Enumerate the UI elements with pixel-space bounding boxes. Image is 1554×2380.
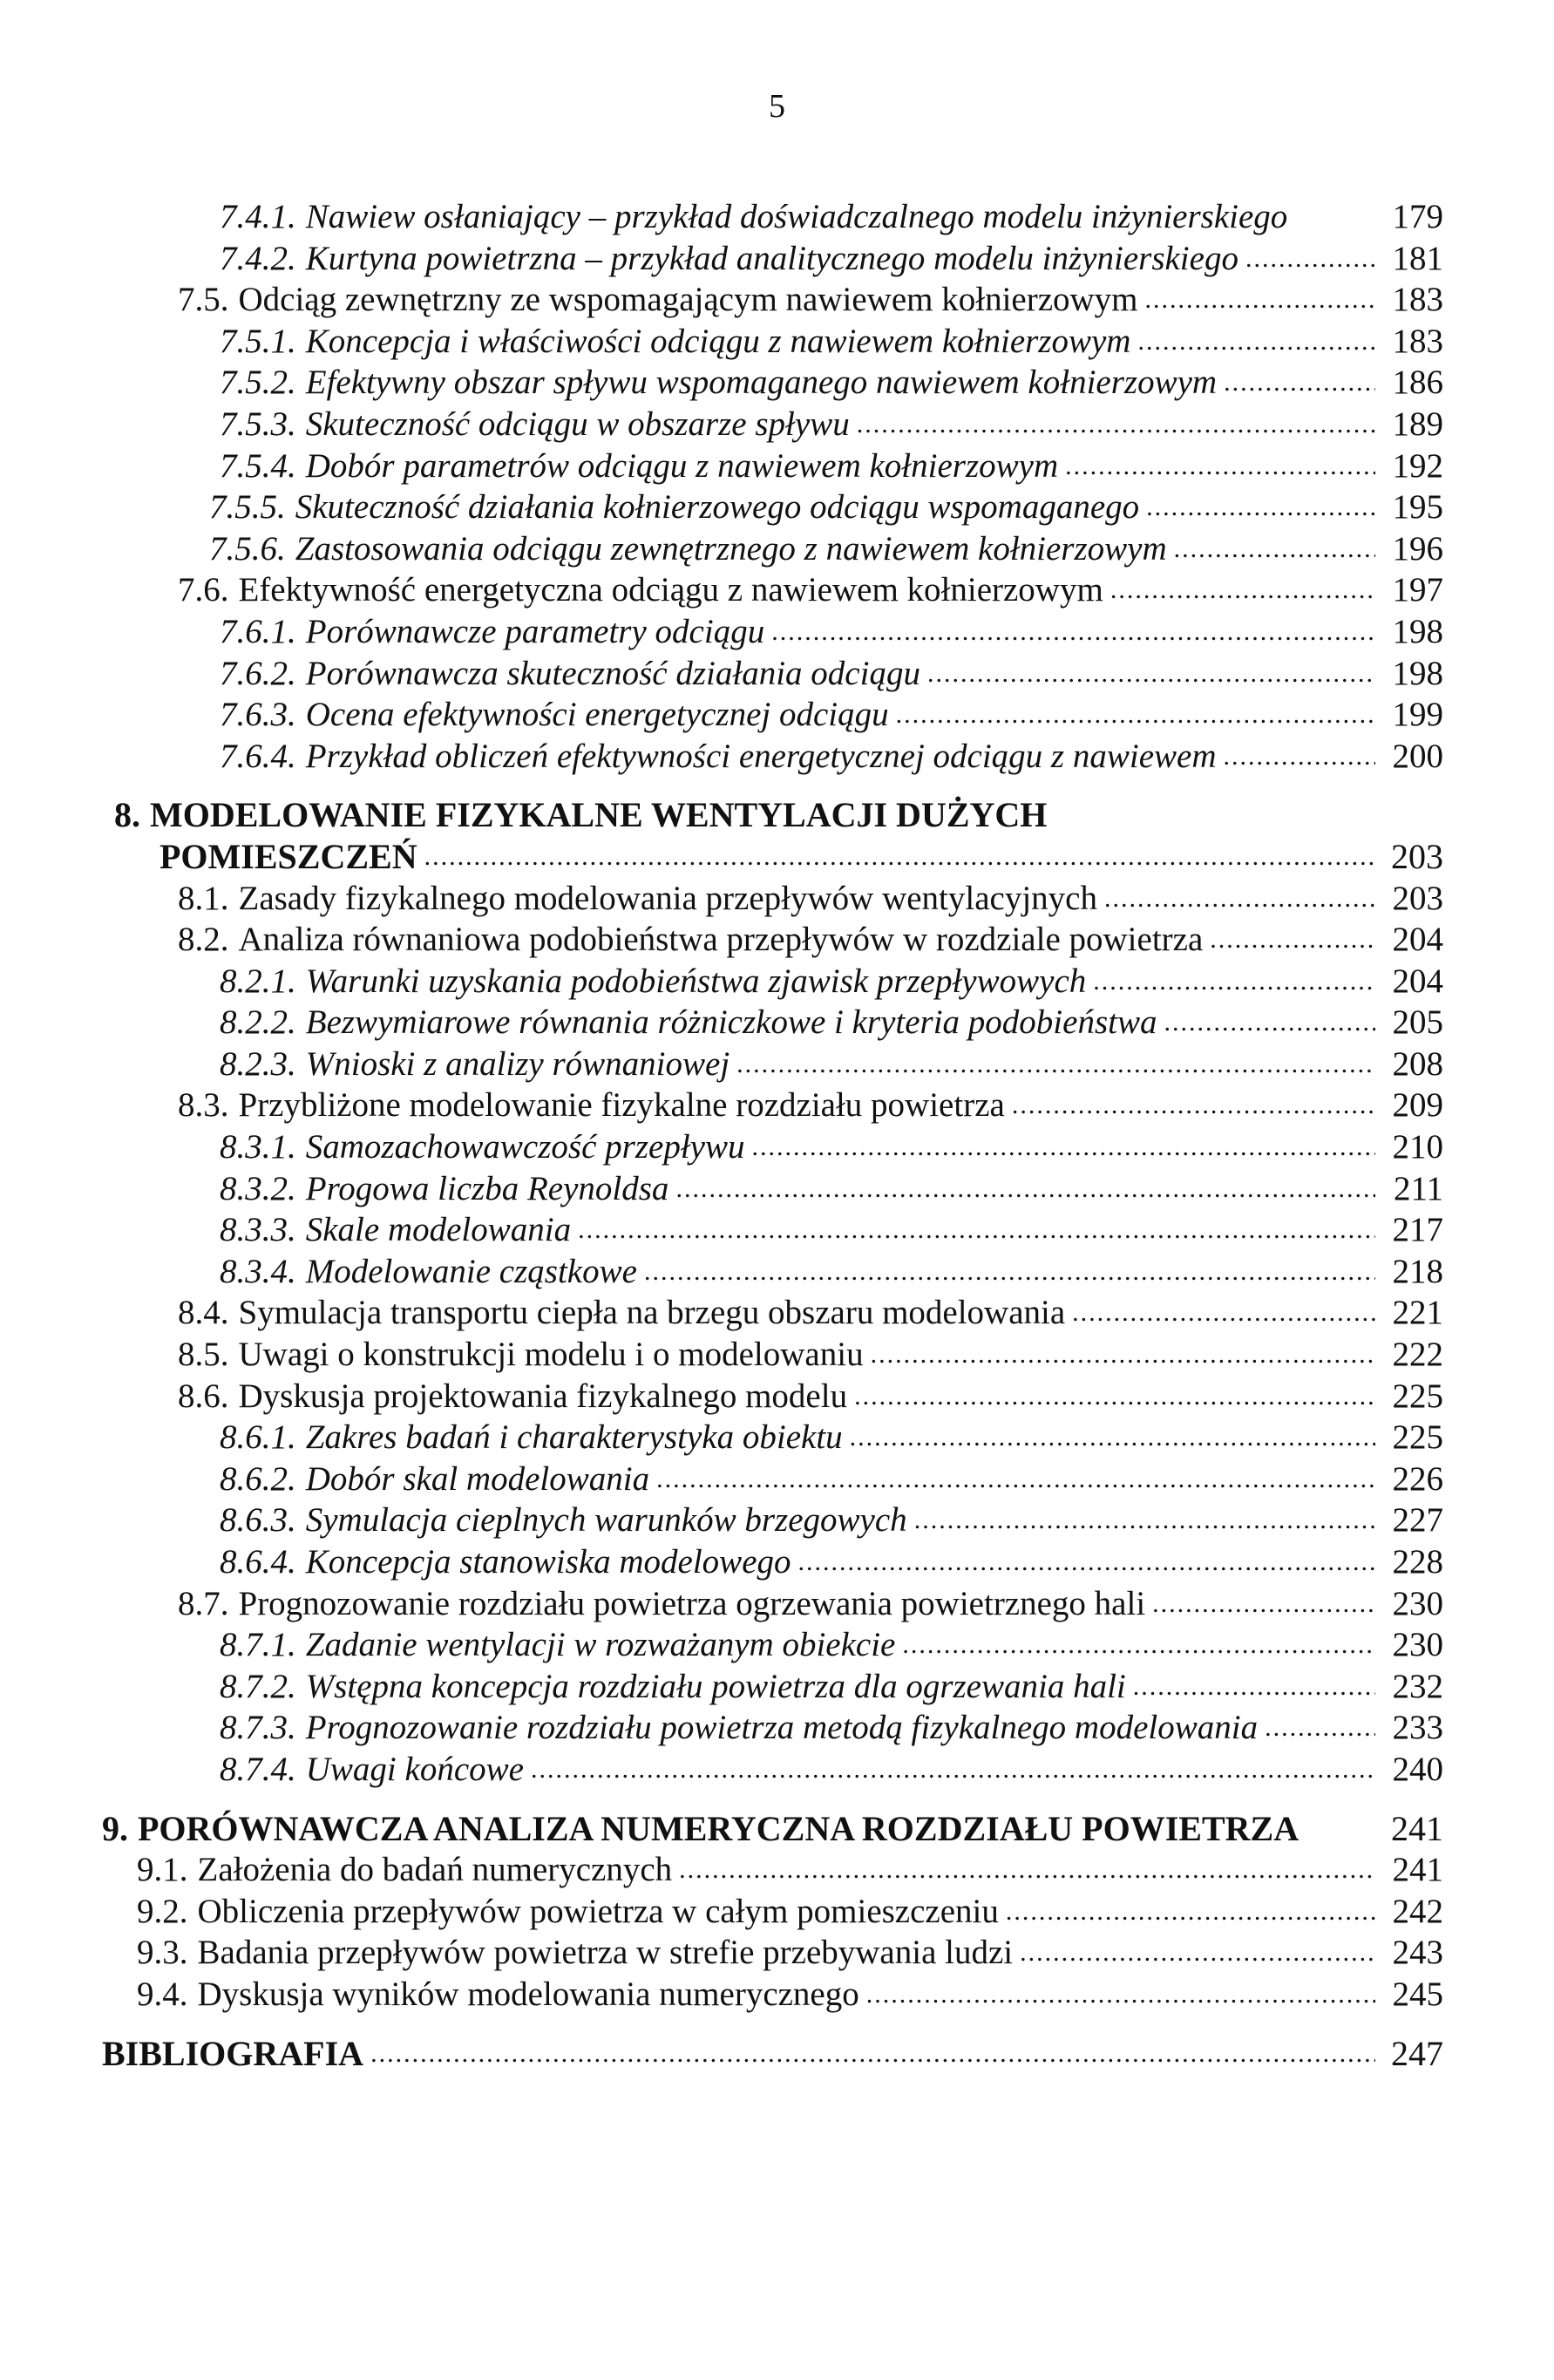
- entry-number: 7.4.2.: [220, 239, 296, 277]
- dot-leader: [675, 1168, 1375, 1210]
- toc-entry: [0, 919, 1443, 961]
- entry-title: Prognozowanie rozdziału powietrza metodą fizykalnego modelowania: [305, 1709, 1259, 1747]
- entry-label: [102, 2033, 363, 2075]
- entry-title: Zadanie wentylacji w rozważanym obiekcie: [305, 1626, 896, 1664]
- entry-label: [178, 919, 1203, 961]
- entry-label: [137, 1974, 859, 2016]
- entry-label: [220, 445, 1058, 487]
- entry-title: BIBLIOGRAFIA: [102, 2033, 364, 2073]
- entry-page: 204: [1392, 962, 1443, 1000]
- dot-leader: [751, 1126, 1375, 1168]
- toc-entry: [0, 1209, 1443, 1251]
- entry-title: Symulacja transportu ciepła na brzegu obszaru modelowania: [238, 1294, 1066, 1332]
- entry-title: Zastosowania odciągu zewnętrznego z nawiewem kołnierzowym: [295, 529, 1167, 568]
- entry-number: 7.4.1.: [220, 198, 296, 235]
- dot-leader: [1224, 362, 1375, 404]
- dot-leader: [1065, 445, 1375, 487]
- toc-entry: [0, 736, 1443, 778]
- entry-title: Odciąg zewnętrzny ze wspomagającym nawiewem kołnierzowym: [238, 281, 1138, 319]
- toc-entry: [0, 445, 1443, 487]
- toc-entry: [0, 1749, 1443, 1791]
- entry-title: Kurtyna powietrzna – przykład analitycznego modelu inżynierskiego: [305, 239, 1238, 277]
- toc-entry: [0, 1541, 1443, 1583]
- entry-number: 8.2.1.: [220, 962, 296, 1000]
- dot-leader: [1164, 1002, 1375, 1044]
- dot-leader: [424, 836, 1375, 878]
- entry-title: Uwagi o konstrukcji modelu i o modelowaniu: [238, 1336, 864, 1374]
- entry-number: 7.5.6.: [209, 529, 286, 568]
- toc-entry: [0, 1707, 1443, 1749]
- entry-title: PORÓWNAWCZA ANALIZA NUMERYCZNA ROZDZIAŁU POWIETRZA: [138, 1808, 1300, 1848]
- toc-entry: [0, 878, 1443, 920]
- dot-leader: [927, 653, 1375, 695]
- entry-title: Wnioski z analizy równaniowej: [305, 1044, 730, 1083]
- dot-leader: [771, 611, 1375, 653]
- entry-page: 208: [1392, 1044, 1443, 1083]
- entry-title: Nawiew osłaniający – przykład doświadczalnego modelu inżynierskiego: [305, 198, 1288, 235]
- dot-leader: [1145, 279, 1375, 321]
- entry-number: 8.7.: [178, 1584, 229, 1622]
- entry-page: 247: [1391, 2033, 1443, 2073]
- entry-title: Badania przepływów powietrza w strefie przebywania ludzi: [197, 1934, 1014, 1972]
- entry-title: Efektywny obszar spływu wspomaganego nawiewem kołnierzowym: [305, 364, 1218, 402]
- entry-page: 241: [1392, 1851, 1443, 1889]
- table-of-contents: [0, 196, 1554, 2074]
- toc-entry: [0, 1932, 1443, 1974]
- entry-title: Dyskusja wyników modelowania numerycznego: [197, 1975, 859, 2013]
- entry-page: 204: [1392, 921, 1443, 959]
- dot-leader: [798, 1541, 1375, 1583]
- entry-title: Skuteczność działania kołnierzowego odciągu wspomaganego: [295, 488, 1140, 527]
- entry-number: 8.7.4.: [220, 1750, 296, 1788]
- entry-title: Porównawcze parametry odciągu: [305, 612, 765, 650]
- dot-leader: [1137, 321, 1375, 363]
- entry-label: [220, 1251, 637, 1293]
- entry-page: 232: [1392, 1667, 1443, 1705]
- dot-leader: [850, 1417, 1375, 1459]
- toc-entry: [0, 1292, 1443, 1334]
- entry-page: 245: [1392, 1975, 1443, 2013]
- entry-number: 8.4.: [178, 1294, 229, 1332]
- dot-leader: [866, 1974, 1375, 2016]
- entry-number: 8.3.: [178, 1086, 229, 1125]
- entry-label: [137, 1891, 999, 1933]
- entry-title: Przybliżone modelowanie fizykalne rozdziału powietrza: [238, 1086, 1005, 1125]
- entry-page: 209: [1392, 1086, 1443, 1125]
- toc-entry: [0, 238, 1443, 280]
- entry-label: [220, 1624, 895, 1666]
- entry-number: 7.6.1.: [220, 612, 296, 650]
- entry-page: 217: [1392, 1211, 1443, 1249]
- dot-leader: [1012, 1085, 1375, 1126]
- dot-leader: [1152, 1583, 1375, 1625]
- entry-page: 183: [1392, 281, 1443, 319]
- toc-chapter-entry: [0, 1808, 1443, 1850]
- dot-leader: [1110, 569, 1375, 611]
- entry-label: [220, 1541, 791, 1583]
- entry-title: Zakres badań i charakterystyka obiektu: [305, 1418, 843, 1457]
- page-number: 5: [769, 88, 785, 125]
- toc-entry: [0, 1376, 1443, 1418]
- entry-number: 8.6.2.: [220, 1459, 296, 1498]
- dot-leader: [1133, 1666, 1375, 1708]
- entry-number: 8.3.1.: [220, 1128, 296, 1166]
- dot-leader: [1104, 878, 1375, 920]
- entry-label: [178, 1334, 864, 1376]
- dot-leader: [1174, 528, 1375, 570]
- entry-page: 210: [1392, 1128, 1443, 1166]
- dot-leader: [1020, 1932, 1375, 1974]
- entry-label: [178, 1085, 1005, 1126]
- entry-number: 9.3.: [137, 1934, 188, 1972]
- entry-label: [220, 1499, 907, 1541]
- entry-title: Koncepcja i właściwości odciągu z nawiewem kołnierzowym: [305, 322, 1131, 360]
- entry-label: [220, 1209, 571, 1251]
- entry-number: 7.5.4.: [220, 446, 296, 485]
- entry-number: 8.3.2.: [220, 1169, 296, 1207]
- entry-number: 7.6.3.: [220, 696, 296, 734]
- toc-entry: [0, 1417, 1443, 1459]
- entry-title: Przykład obliczeń efektywności energetycznej odciągu z nawiewem: [305, 737, 1217, 775]
- dot-leader: [857, 404, 1375, 445]
- entry-number: 9.4.: [137, 1975, 188, 2013]
- entry-title: Założenia do badań numerycznych: [197, 1851, 673, 1889]
- entry-page: 183: [1392, 322, 1443, 360]
- entry-page: 228: [1392, 1543, 1443, 1581]
- entry-number: 8.7.3.: [220, 1709, 296, 1747]
- entry-label: [178, 569, 1103, 611]
- entry-number: 7.5.5.: [209, 488, 286, 527]
- dot-leader: [1210, 919, 1375, 961]
- toc-entry: [0, 1085, 1443, 1126]
- entry-page: 230: [1392, 1626, 1443, 1664]
- entry-number: 8.6.3.: [220, 1501, 296, 1540]
- entry-page: 192: [1392, 446, 1443, 485]
- entry-title: Skale modelowania: [305, 1211, 572, 1249]
- entry-label: [209, 528, 1167, 570]
- dot-leader: [1146, 486, 1375, 528]
- entry-title: Uwagi końcowe: [305, 1750, 524, 1788]
- toc-entry: [0, 279, 1443, 321]
- entry-label: [178, 1583, 1145, 1625]
- toc-entry: [0, 1334, 1443, 1376]
- toc-chapter-entry: [0, 836, 1443, 878]
- entry-title: Obliczenia przepływów powietrza w całym pomieszczeniu: [197, 1892, 999, 1930]
- dot-leader: [902, 1624, 1375, 1666]
- entry-label: [220, 404, 850, 445]
- entry-page: 242: [1392, 1892, 1443, 1930]
- entry-page: 227: [1392, 1501, 1443, 1540]
- toc-entry: [0, 1891, 1443, 1933]
- entry-label: [220, 238, 1238, 280]
- entry-number: 9.2.: [137, 1892, 188, 1930]
- entry-label: [220, 1044, 729, 1085]
- dot-leader: [531, 1749, 1375, 1791]
- entry-number: 8.6.4.: [220, 1543, 296, 1581]
- dot-leader: [896, 694, 1375, 736]
- toc-chapter-entry: [0, 794, 1381, 836]
- entry-label: [178, 279, 1138, 321]
- entry-number: 8.3.4.: [220, 1252, 296, 1290]
- entry-number: 7.6.2.: [220, 654, 296, 692]
- toc-entry: [0, 486, 1443, 528]
- dot-leader: [370, 2033, 1375, 2075]
- entry-page: 203: [1392, 879, 1443, 917]
- entry-page: 230: [1392, 1584, 1443, 1622]
- entry-title: Bezwymiarowe równania różniczkowe i kryteria podobieństwa: [305, 1003, 1157, 1042]
- entry-number: 7.5.: [178, 281, 229, 319]
- entry-number: 9.1.: [137, 1851, 188, 1889]
- toc-entry: [0, 1002, 1443, 1044]
- toc-entry: [0, 404, 1443, 445]
- entry-number: 7.6.: [178, 571, 229, 609]
- entry-page: 195: [1392, 488, 1443, 527]
- entry-title: Samozachowawczość przepływu: [305, 1128, 745, 1166]
- entry-page: 205: [1392, 1003, 1443, 1042]
- toc-entry: [0, 1849, 1443, 1891]
- toc-entry: [0, 1126, 1443, 1168]
- entry-label: [137, 1932, 1013, 1974]
- toc-entry: [0, 653, 1443, 695]
- entry-page: 218: [1392, 1252, 1443, 1290]
- entry-title: Dobór parametrów odciągu z nawiewem kołnierzowym: [305, 446, 1059, 485]
- dot-leader: [679, 1849, 1375, 1891]
- entry-number: 8.5.: [178, 1336, 229, 1374]
- toc-chapter-entry: [0, 2033, 1443, 2075]
- toc-entry: [0, 528, 1443, 570]
- entry-number: 8.2.3.: [220, 1044, 296, 1083]
- dot-leader: [1006, 1891, 1375, 1933]
- entry-title: Porównawcza skuteczność działania odciągu: [305, 654, 920, 692]
- entry-title: Analiza równaniowa podobieństwa przepływów w rozdziale powietrza: [238, 921, 1204, 959]
- entry-label: [220, 611, 764, 653]
- entry-label: [220, 321, 1130, 363]
- dot-leader: [854, 1376, 1375, 1418]
- entry-label: [178, 1292, 1065, 1334]
- entry-title: POMIESZCZEŃ: [159, 836, 417, 876]
- entry-number: 8.6.: [178, 1377, 229, 1415]
- entry-title: Ocena efektywności energetycznej odciągu: [305, 696, 889, 734]
- toc-entry: [0, 1974, 1443, 2016]
- entry-title: Wstępna koncepcja rozdziału powietrza dla ogrzewania hali: [305, 1667, 1126, 1705]
- toc-entry: [0, 1044, 1443, 1085]
- entry-label: [178, 1376, 847, 1418]
- entry-title: Skuteczność odciągu w obszarze spływu: [305, 405, 850, 443]
- entry-page: 198: [1392, 654, 1443, 692]
- entry-page: 197: [1392, 571, 1443, 609]
- toc-entry: [0, 1499, 1443, 1541]
- dot-leader: [656, 1459, 1375, 1500]
- entry-label: [102, 1808, 1299, 1850]
- dot-leader: [644, 1251, 1375, 1293]
- entry-title: Efektywność energetyczna odciągu z nawiewem kołnierzowym: [238, 571, 1103, 609]
- toc-entry: [0, 569, 1443, 611]
- entry-page: 203: [1391, 836, 1443, 876]
- dot-leader: [1245, 238, 1375, 280]
- toc-entry: [0, 1459, 1443, 1500]
- entry-label: [178, 878, 1097, 920]
- dot-leader: [1072, 1292, 1375, 1334]
- entry-number: 8.2.2.: [220, 1003, 296, 1042]
- entry-title: Dobór skal modelowania: [305, 1459, 650, 1498]
- entry-title: Symulacja cieplnych warunków brzegowych: [305, 1501, 907, 1540]
- entry-label: [220, 1126, 744, 1168]
- entry-number: 8.7.2.: [220, 1667, 296, 1705]
- entry-page: 240: [1392, 1750, 1443, 1788]
- dot-leader: [914, 1499, 1375, 1541]
- dot-leader: [736, 1044, 1375, 1085]
- entry-page: 199: [1392, 696, 1443, 734]
- entry-number: 8.6.1.: [220, 1418, 296, 1457]
- entry-page: 189: [1392, 405, 1443, 443]
- entry-number: 8.1.: [178, 879, 229, 917]
- dot-leader: [871, 1334, 1375, 1376]
- entry-label: [220, 1749, 524, 1791]
- dot-leader: [1265, 1707, 1375, 1749]
- entry-label: [220, 196, 1287, 238]
- entry-title: Koncepcja stanowiska modelowego: [305, 1543, 791, 1581]
- entry-label: [209, 486, 1139, 528]
- toc-entry: [0, 1168, 1443, 1210]
- dot-leader: [578, 1209, 1375, 1251]
- entry-page: 211: [1393, 1169, 1443, 1207]
- entry-label: [220, 1459, 649, 1500]
- toc-entry: [0, 362, 1443, 404]
- entry-title: Modelowanie cząstkowe: [305, 1252, 637, 1290]
- entry-page: 221: [1392, 1294, 1443, 1332]
- entry-page: 243: [1392, 1934, 1443, 1972]
- entry-label: [114, 794, 1047, 836]
- entry-number: 8.2.: [178, 921, 229, 959]
- dot-leader: [1224, 736, 1375, 778]
- entry-label: [220, 1666, 1126, 1708]
- dot-leader: [1093, 961, 1375, 1003]
- entry-page: 241: [1391, 1808, 1443, 1848]
- entry-page: 198: [1392, 612, 1443, 650]
- entry-page: 186: [1392, 364, 1443, 402]
- entry-page: 200: [1392, 737, 1443, 775]
- entry-page: 225: [1392, 1377, 1443, 1415]
- entry-title: Warunki uzyskania podobieństwa zjawisk przepływowych: [305, 962, 1087, 1000]
- entry-title: Dyskusja projektowania fizykalnego modelu: [238, 1377, 848, 1415]
- toc-entry: [0, 694, 1443, 736]
- entry-label: [220, 362, 1217, 404]
- entry-page: 181: [1392, 239, 1443, 277]
- entry-label: [220, 1168, 668, 1210]
- entry-label: [159, 836, 417, 878]
- entry-label: [220, 961, 1086, 1003]
- entry-page: 179: [1392, 198, 1443, 235]
- entry-page: 222: [1392, 1336, 1443, 1374]
- entry-label: [220, 653, 920, 695]
- entry-label: [137, 1849, 672, 1891]
- entry-label: [220, 1707, 1258, 1749]
- toc-entry: [0, 1624, 1443, 1666]
- toc-entry: [0, 1251, 1443, 1293]
- toc-entry: [0, 321, 1443, 363]
- entry-number: 7.5.1.: [220, 322, 296, 360]
- entry-number: 7.5.3.: [220, 405, 296, 443]
- entry-page: 225: [1392, 1418, 1443, 1457]
- entry-number: 8.3.3.: [220, 1211, 296, 1249]
- entry-title: Zasady fizykalnego modelowania przepływów wentylacyjnych: [238, 879, 1097, 917]
- toc-entry: [0, 196, 1443, 238]
- entry-label: [220, 1002, 1157, 1044]
- entry-number: 8.7.1.: [220, 1626, 296, 1664]
- entry-page: 226: [1392, 1459, 1443, 1498]
- toc-entry: [0, 611, 1443, 653]
- entry-label: [220, 694, 889, 736]
- entry-number: 9.: [102, 1808, 128, 1848]
- toc-entry: [0, 1666, 1443, 1708]
- entry-page: 196: [1392, 529, 1443, 568]
- entry-title: Progowa liczba Reynoldsa: [305, 1169, 669, 1207]
- entry-title: Prognozowanie rozdziału powietrza ogrzewania powietrznego hali: [238, 1584, 1146, 1622]
- entry-page: 233: [1392, 1709, 1443, 1747]
- entry-title: MODELOWANIE FIZYKALNE WENTYLACJI DUŻYCH: [150, 795, 1048, 835]
- toc-entry: [0, 961, 1443, 1003]
- entry-number: 8.: [114, 795, 140, 835]
- toc-entry: [0, 1583, 1443, 1625]
- entry-number: 7.6.4.: [220, 737, 296, 775]
- entry-label: [220, 736, 1217, 778]
- entry-label: [220, 1417, 843, 1459]
- entry-number: 7.5.2.: [220, 364, 296, 402]
